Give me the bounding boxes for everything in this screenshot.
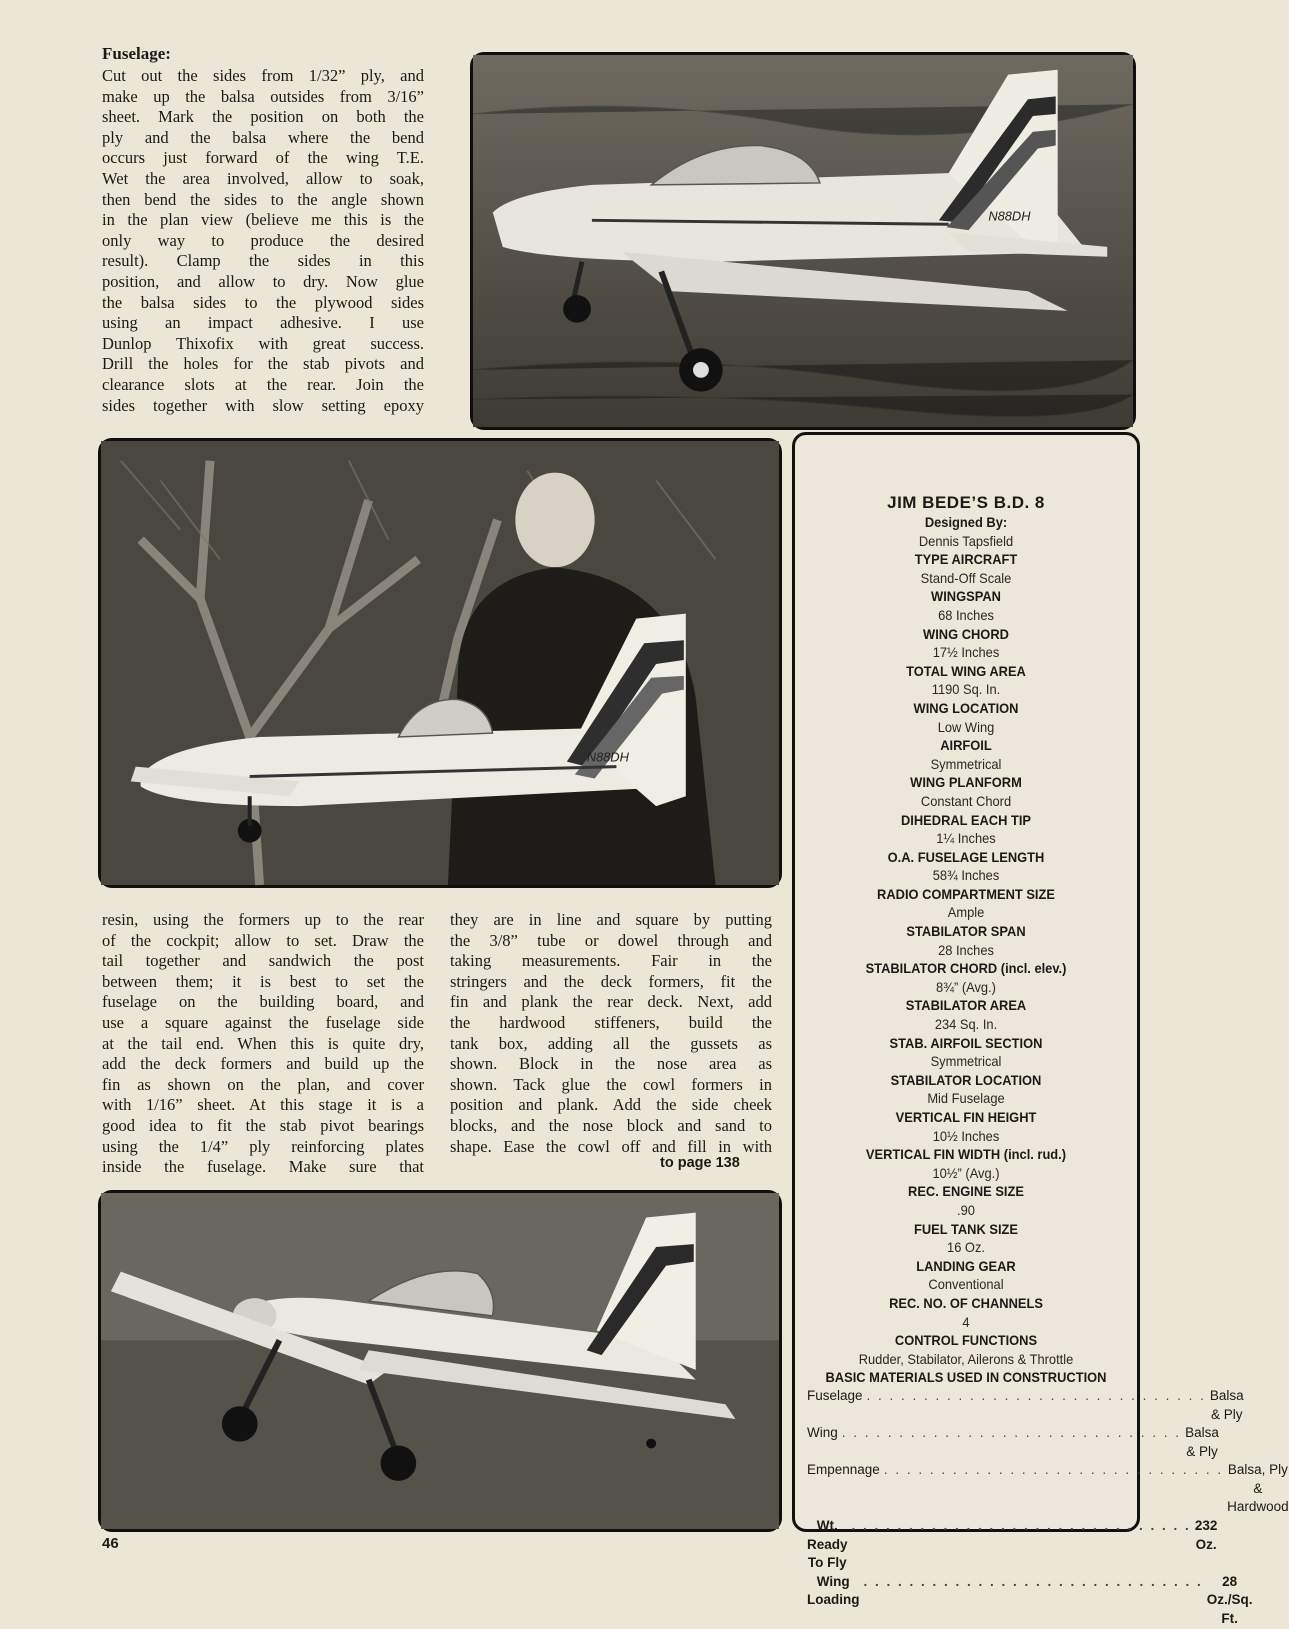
spec-label: REC. NO. OF CHANNELS [889, 1294, 1043, 1311]
spec-value: Conventional [928, 1276, 1004, 1293]
text-line: they are in line and square by putting [450, 910, 772, 929]
text-line: the 3/8” tube or dowel through and [450, 930, 772, 950]
article-column-2 [102, 910, 424, 1178]
text-line: Drill the holes for the stab pivots and [102, 354, 424, 374]
spec-label: WING CHORD [923, 625, 1009, 642]
spec-value: 16 Oz. [947, 1239, 985, 1256]
material-name: Wt. Ready To Fly [807, 1518, 848, 1571]
spec-label: RADIO COMPARTMENT SIZE [877, 885, 1055, 902]
text-line: shown. Block in the nose area as [450, 1054, 772, 1074]
dot-leader: . . . . . . . . . . . . . . . . . . . . . . . . . . . . . . [883, 1462, 1224, 1478]
spec-label: WING LOCATION [913, 699, 1019, 716]
spec-value: Symmetrical [930, 1053, 1002, 1070]
text-line: tank box, adding all the gussets as [450, 1033, 772, 1053]
spec-label: Designed By: [924, 514, 1008, 530]
text-line: blocks, and the nose block and sand to [450, 1115, 772, 1135]
text-line: result). Clamp the sides in this [102, 251, 424, 271]
text-line: of the cockpit; allow to set. Draw the [102, 930, 424, 950]
registration-mark: N88DH [586, 749, 629, 765]
text-line: clearance slots at the rear. Join the [102, 374, 424, 394]
photo-plane-on-grass [470, 52, 1136, 430]
photo-plane-taking-off-image [101, 1193, 779, 1529]
material-row [807, 1517, 1218, 1573]
continued-reference: to page 138 [660, 1155, 740, 1171]
spec-value: Symmetrical [930, 755, 1002, 772]
spec-label: FUEL TANK SIZE [913, 1220, 1018, 1237]
dot-leader: . . . . . . . . . . . . . . . . . . . . . . . . . . . . . . [851, 1518, 1191, 1534]
article-column-1 [102, 66, 424, 416]
spec-label: STABILATOR LOCATION [890, 1071, 1042, 1088]
text-line: Wet the area involved, allow to soak, [102, 168, 424, 188]
photo-designer-with-model-image [101, 441, 779, 885]
spec-label: WING PLANFORM [910, 774, 1022, 791]
spec-value: Rudder, Stabilator, Ailerons & Throttle [858, 1350, 1074, 1367]
article-column-3 [450, 910, 772, 1157]
text-line: taking measurements. Fair in the [450, 951, 772, 971]
text-line: fuselage on the building board, and [102, 992, 424, 1012]
section-heading: Fuselage: [102, 44, 171, 63]
text-line: the balsa sides to the plywood sides [102, 292, 424, 312]
spec-value: 8¾” (Avg.) [936, 978, 996, 995]
text-line: position and plank. Add the side cheek [450, 1095, 772, 1115]
spec-label: STABILATOR CHORD (incl. elev.) [865, 960, 1067, 977]
photo-designer-with-model [98, 438, 782, 888]
spec-label: TYPE AIRCRAFT [914, 551, 1018, 568]
spec-value: Constant Chord [920, 792, 1012, 809]
spec-value: 10½ Inches [932, 1127, 1000, 1144]
spec-label: CONTROL FUNCTIONS [894, 1332, 1038, 1349]
text-line: shown. Tack glue the cowl formers in [450, 1074, 772, 1094]
spec-value: Stand-Off Scale [920, 569, 1012, 586]
text-line: position, and allow to dry. Now glue [102, 271, 424, 291]
spec-value: .90 [957, 1201, 975, 1218]
material-value: 28 Oz./Sq. Ft. [1206, 1573, 1253, 1627]
materials-title: BASIC MATERIALS USED IN CONSTRUCTION [825, 1369, 1107, 1386]
registration-mark: N88DH [988, 208, 1031, 224]
text-line: using the 1/4” ply reinforcing plates [102, 1136, 424, 1156]
dot-leader: . . . . . . . . . . . . . . . . . . . . . . . . . . . . . . [863, 1573, 1203, 1589]
spec-value: Mid Fuselage [927, 1090, 1005, 1107]
text-line: with 1/16” sheet. At this stage it is a [102, 1095, 424, 1115]
material-value: Balsa & Ply [1185, 1425, 1219, 1459]
text-line: at the tail end. When this is quite dry, [102, 1033, 424, 1053]
spec-value: 1190 Sq. In. [931, 681, 1001, 698]
spec-label: STABILATOR SPAN [906, 923, 1026, 940]
spec-label: REC. ENGINE SIZE [908, 1183, 1024, 1200]
spec-label: AIRFOIL [940, 737, 992, 754]
text-line: the hardwood stiffeners, build the [450, 1012, 772, 1032]
material-value: Balsa, Ply & Hardwood [1227, 1462, 1289, 1515]
spec-value: Low Wing [937, 718, 995, 735]
dot-leader: . . . . . . . . . . . . . . . . . . . . . . . . . . . . . . [866, 1387, 1206, 1403]
spec-value: 234 Sq. In. [934, 1016, 998, 1033]
spec-value: 4 [962, 1313, 970, 1330]
photo-plane-taking-off [98, 1190, 782, 1532]
text-line: only way to produce the desired [102, 230, 424, 250]
text-line: Cut out the sides from 1/32” ply, and [102, 66, 424, 85]
spec-value: 17½ Inches [932, 644, 1000, 661]
text-line: use a square against the fuselage side [102, 1012, 424, 1032]
text-line: then bend the sides to the angle shown [102, 189, 424, 209]
material-value: Balsa & Ply [1209, 1387, 1244, 1422]
spec-value: 28 Inches [938, 941, 994, 958]
material-name: Wing [807, 1425, 838, 1441]
spec-label: TOTAL WING AREA [906, 662, 1026, 679]
spec-value: Dennis Tapsfield [918, 532, 1014, 549]
text-line: stringers and the deck formers, fit the [450, 971, 772, 991]
text-line: Dunlop Thixofix with great success. [102, 333, 424, 353]
spec-value: 68 Inches [938, 606, 994, 623]
spec-value: Ample [947, 904, 985, 921]
specifications-box [792, 432, 1289, 1627]
text-line: using an impact adhesive. I use [102, 313, 424, 333]
spec-label: DIHEDRAL EACH TIP [900, 811, 1032, 828]
text-line: fin and plank the rear deck. Next, add [450, 992, 772, 1012]
text-line: in the plan view (believe me this is the [102, 210, 424, 230]
text-line: shape. Ease the cowl off and fill in with [450, 1136, 772, 1156]
spec-label: VERTICAL FIN WIDTH (incl. rud.) [865, 1146, 1067, 1163]
material-value: 232 Oz. [1194, 1518, 1218, 1552]
spec-value: 10½” (Avg.) [932, 1164, 1000, 1181]
photo-plane-on-grass-image [473, 55, 1133, 427]
spec-value: 1¼ Inches [936, 830, 996, 847]
text-line: inside the fuselage. Make sure that [102, 1157, 424, 1177]
text-line: occurs just forward of the wing T.E. [102, 148, 424, 168]
material-name: Wing Loading [807, 1573, 860, 1608]
spec-label: STABILATOR AREA [905, 997, 1027, 1014]
spec-label: LANDING GEAR [916, 1257, 1016, 1274]
specs-title: JIM BEDE’S B.D. 8 [887, 493, 1045, 512]
spec-label: O.A. FUSELAGE LENGTH [887, 848, 1045, 865]
spec-label: WINGSPAN [931, 588, 1001, 605]
text-line: make up the balsa outsides from 3/16” [102, 86, 424, 106]
text-line: sheet. Mark the position on both the [102, 107, 424, 127]
spec-value: 58¾ Inches [932, 867, 1000, 884]
dot-leader: . . . . . . . . . . . . . . . . . . . . . . . . . . . . . . [841, 1425, 1182, 1441]
material-row [807, 1387, 1244, 1424]
text-line: good idea to fit the stab pivot bearings [102, 1115, 424, 1135]
material-row [807, 1461, 1289, 1517]
text-line: between them; it is best to set the [102, 971, 424, 991]
spec-label: VERTICAL FIN HEIGHT [895, 1109, 1037, 1125]
material-row [807, 1424, 1219, 1461]
text-line: ply and the balsa where the bend [102, 127, 424, 147]
spec-label: STAB. AIRFOIL SECTION [889, 1034, 1043, 1051]
material-name: Fuselage [807, 1387, 863, 1403]
materials-list [795, 1387, 1289, 1629]
text-line: sides together with slow setting epoxy [102, 395, 424, 415]
material-row [807, 1573, 1253, 1629]
text-line: fin as shown on the plan, and cover [102, 1074, 424, 1094]
material-name: Empennage [807, 1462, 880, 1478]
text-line: resin, using the formers up to the rear [102, 910, 424, 929]
text-line: tail together and sandwich the post [102, 951, 424, 971]
text-line: add the deck formers and build up the [102, 1054, 424, 1074]
specs-list [795, 513, 1137, 1368]
page-number: 46 [102, 1535, 119, 1552]
